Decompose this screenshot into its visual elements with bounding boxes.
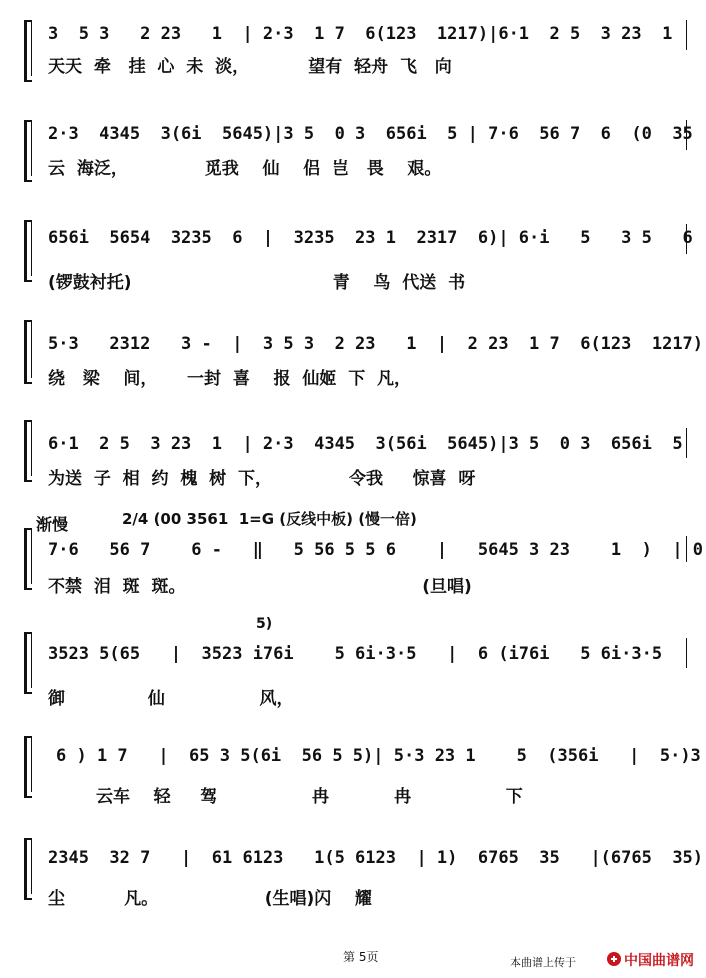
barline-end: [686, 638, 687, 668]
system-bracket-line: [31, 22, 32, 76]
site-logo: [606, 950, 698, 968]
notation-line: 3523 5(65 | 3523 i76i 5 6i·3·5 | 6 (i76i 5 6i·3·5: [48, 644, 663, 664]
notation-line: 6 ) 1 7 | 65 3 5(6i 56 5 5)| 5·3 23 1 5 (356i | 5·)3: [56, 746, 701, 766]
score-system-2: [0, 120, 706, 182]
score-system-6: [0, 528, 706, 597]
score-system-8: [0, 736, 706, 807]
lyric-line: 御 仙 风，: [48, 689, 294, 709]
lyric-line: 为送 子 相 约 槐 树 下， 令我 惊喜 呀: [48, 469, 476, 489]
upload-note: 本曲谱上传于: [510, 956, 576, 969]
system-bracket-line: [31, 122, 32, 176]
system-bracket-line: [31, 530, 32, 584]
system-bracket-line: [31, 738, 32, 792]
notation-line: 7·6 56 7 6 - ‖ 5 56 5 5 6 | 5645 3 23 1 ) | 0: [48, 540, 704, 560]
lyric-line: (锣鼓衬托) 青 鸟 代送 书: [48, 273, 466, 293]
barline-end: [686, 428, 687, 458]
notation-line: 2·3 4345 3(6i 5645)|3 5 0 3 656i 5 | 7·6 56 7 6 (0 35: [48, 124, 693, 144]
system-bracket-line: [31, 634, 32, 688]
score-system-9: [0, 838, 706, 909]
tempo-marking: 渐慢: [36, 515, 69, 534]
score-system-7: [0, 632, 706, 709]
score-system-5: [0, 420, 706, 489]
notation-line: 656i 5654 3235 6 | 3235 23 1 2317 6)| 6·i 5 3 5 6: [48, 228, 693, 248]
notation-line: 3 5 3 2 23 1 | 2·3 1 7 6(123 1217)|6·1 2 5 3 23 1: [48, 24, 673, 44]
notation-line: 2345 32 7 | 61 6123 1(5 6123 | 1) 6765 35 |(6765 35): [48, 848, 704, 868]
score-system-1: [0, 20, 706, 82]
system-bracket-line: [31, 322, 32, 378]
system-bracket-line: [31, 840, 32, 894]
barline-end: [686, 536, 687, 562]
lyric-line: 天天 牵 挂 心 未 淡， 望有 轻舟 飞 向: [48, 57, 452, 77]
notation-line: 6·1 2 5 3 23 1 | 2·3 4345 3(56i 5645)|3 5 0 3 656i 5: [48, 434, 683, 454]
barline-end: [686, 120, 687, 150]
barline-end: [686, 224, 687, 254]
lyric-line: 云 海泛， 觅我 仙 侣 岂 畏 艰。: [48, 159, 442, 179]
page-number: 第 5页: [343, 950, 379, 964]
rehearsal-mark: 5): [256, 616, 273, 632]
lyric-line: 云车 轻 驾 冉 冉 下: [96, 787, 523, 807]
system-bracket-line: [31, 222, 32, 276]
score-system-3: [0, 220, 706, 293]
meter-key-line: 2/4 (00 3561 1=G (反线中板) (慢一倍): [122, 510, 417, 528]
score-system-4: [0, 320, 706, 389]
lyric-line: 不禁 泪 斑 斑。 (旦唱): [48, 577, 472, 597]
system-bracket-line: [31, 422, 32, 476]
site-logo-text: 中国曲谱网: [624, 953, 694, 969]
lyric-line: 绕 梁 间， 一封 喜 报 仙姬 下 凡，: [48, 369, 412, 389]
lyric-line: 尘 凡。 (生唱)闪 耀: [48, 889, 372, 909]
notation-line: 5·3 2312 3 - | 3 5 3 2 23 1 | 2 23 1 7 6(123 1217): [48, 334, 704, 354]
barline-end: [686, 20, 687, 50]
